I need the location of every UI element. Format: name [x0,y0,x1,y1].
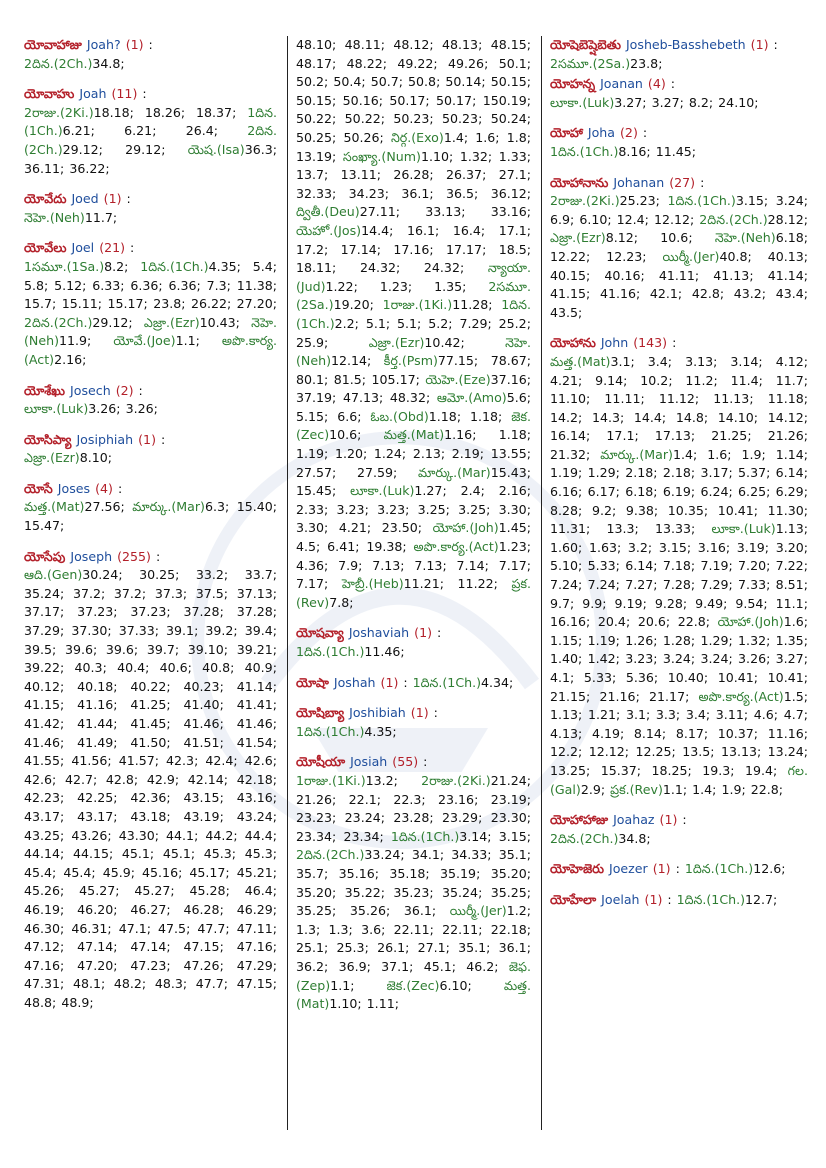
entry-telugu-name: యోహేలా [550,891,597,907]
entry-references: ఎజ్రా.(Ezr)8.10; [24,450,112,466]
entry-heading: యోషవ్యా Joshaviah (1) : [296,625,442,641]
concordance-entry [24,382,277,419]
entry-references: 48.10; 48.11; 48.12; 48.13; 48.15; 48.17; 48.22; 49.22; 49.26; 50.1; 50.2; 50.4; 50.7; 50.8; 50.14; 50.15; 50.15; 50.16; 50.17; 50.17; 150.19; 50.22; 50.22; 50.23; 50.23; 50.24; 50.25; 50.26; నిర్గ.(Exo)1.4; 1.6; 1.8; 13.19; సంఖ్యా.(Num)1.10; 1.32; 1.33; 13.7; 13.11; 26.28; 26.37; 27.1; 32.33; 34.23; 36.1; 36.5; 36.12; ద్వితీ.(Deu)27.11; 33.13; 33.16; యెహో.(Jos)14.4; 16.1; 16.4; 17.1; 17.2; 17.14; 17.16; 17.17; 18.5; 18.11; 24.32; 24.32; న్యాయా.(Jud)1.22; 1.23; 1.35; 2సమూ.(2Sa.)19.20; 1రాజు.(1Ki.)11.28; 1దిన.(1Ch.)2.2; 5.1; 5.1; 5.2; 7.29; 25.2; 25.9; ఎజ్రా.(Ezr)10.42; నెహె.(Neh)12.14; కీర్త.(Psm)77.15; 78.67; 80.1; 81.5; 105.17; యెహె.(Eze)37.16; 37.19; 47.13; 48.32; ఆమో.(Amo)5.6; 5.15; 6.6; ఓబ.(Obd)1.18; 1.18; జెక.(Zec)10.6; మత్త.(Mat)1.16; 1.18; 1.19; 1.20; 1.24; 2.13; 2.19; 13.55; 27.57; 27.59; మార్కు.(Mar)15.43; 15.45; లూకా.(Luk)1.27; 2.4; 2.16; 2.33; 3.23; 3.23; 3.25; 3.25; 3.30; 3.30; 4.21; 23.50; యోహా.(Joh)1.45; 4.5; 6.41; 19.38; అపొ.కార్య.(Act)1.23; 4.36; 7.9; 7.13; 7.13; 7.14; 7.17; 7.17; హెబ్రీ.(Heb)11.21; 11.22; ప్రక.(Rev)7.8; [296,37,532,610]
entry-english-name: Josiphiah [76,431,134,447]
entry-heading: యోషీయా Josiah (55) : [296,754,428,770]
entry-count: (2) [115,382,134,398]
entry-references: 1దిన.(1Ch.)8.16; 11.45; [550,143,696,159]
entry-count: (1) [652,861,671,877]
entry-telugu-name: యోవాహు [24,86,75,102]
entry-references: 1దిన.(1Ch.)12.6; [684,861,786,877]
entry-references: 1రాజు.(1Ki.)13.2; 2రాజు.(2Ki.)21.24; 21.26; 22.1; 22.3; 23.16; 23.19; 23.23; 23.24; 23.28; 23.29; 23.30; 23.34; 23.34; 1దిన.(1Ch.)3.14; 3.15; 2దిన.(2Ch.)33.24; 34.1; 34.33; 35.1; 35.7; 35.16; 35.18; 35.19; 35.20; 35.20; 35.22; 35.23; 35.24; 35.25; 35.25; 35.26; 36.1; యిర్మీ.(Jer)1.2; 1.3; 1.3; 3.6; 22.11; 22.11; 22.18; 25.1; 25.3; 26.1; 27.1; 35.1; 36.1; 36.2; 36.9; 37.1; 45.1; 46.2; జెఫ.(Zep)1.1; జెక.(Zec)6.10; మత్త.(Mat)1.10; 1.11; [296,772,531,1012]
entry-english-name: John [600,335,629,351]
entry-heading: యోహన్న Joanan (4) : [550,76,676,92]
entry-references: 1దిన.(1Ch.)12.7; [676,891,778,907]
entry-references: 2దిన.(2Ch.)34.8; [24,55,125,71]
entry-english-name: Joel [71,240,95,256]
concordance-entry [24,480,277,536]
entry-count: (2) [620,125,638,141]
entry-count: (1) [125,37,144,52]
entry-references: 2దిన.(2Ch.)34.8; [550,830,651,846]
concordance-entry [550,174,808,323]
entry-count: (1) [138,431,156,447]
entry-telugu-name: యోవేలు [24,240,67,256]
entry-heading: యోహానాను Johanan (27) : [550,174,705,190]
entry-references: 2రాజు.(2Ki.)25.23; 1దిన.(1Ch.)3.15; 3.24; 6.9; 6.10; 12.4; 12.12; 2దిన.(2Ch.)28.12; ఎజ్రా.(Ezr)8.12; 10.6; నెహె.(Neh)6.18; 12.22; 12.23; యిర్మీ.(Jer)40.8; 40.13; 40.15; 40.16; 41.11; 41.13; 41.14; 41.15; 41.16; 42.1; 42.8; 43.2; 43.4; 43.5; [550,193,808,320]
entry-telugu-name: యోషవ్యా [296,625,344,641]
entry-references: 1సమూ.(1Sa.)8.2; 1దిన.(1Ch.)4.35; 5.4; 5.8; 5.12; 6.33; 6.36; 6.36; 7.3; 11.38; 15.7; 15.11; 15.17; 23.8; 26.22; 27.20; 2దిన.(2Ch.)29.12; ఎజ్రా.(Ezr)10.43; నెహె.(Neh)11.9; యోవే.(Joe)1.1; అపొ.కార్య.(Act)2.16; [24,258,278,367]
concordance-entry [24,548,277,1013]
entry-telugu-name: యోవాహాజు [24,37,82,52]
concordance-entry [296,624,531,661]
entry-count: (4) [95,480,113,496]
entry-english-name: Joha [587,125,615,141]
entry-references: నెహె.(Neh)11.7; [24,209,118,225]
entry-heading: యోహాను John (143) : [550,335,677,351]
entry-english-name: Joed [71,191,99,207]
entry-english-name: Joses [57,480,91,496]
concordance-entry [24,190,277,227]
entry-references: 1దిన.(1Ch.)4.34; [412,674,514,690]
entry-telugu-name: యోహాను [550,335,596,351]
entry-references: మత్త.(Mat)27.56; మార్కు.(Mar)6.3; 15.40; 15.47; [24,499,277,534]
entry-count: (1) [410,705,429,721]
concordance-entry [296,674,531,693]
entry-heading: యోషిబ్యా Joshibiah (1) : [296,705,438,721]
entry-english-name: Joshibiah [349,705,406,721]
concordance-entry [550,124,808,161]
entry-heading: యోసే Joses (4) : [24,480,123,496]
entry-telugu-name: యోహా [550,125,583,141]
entry-telugu-name: యోహానాను [550,174,609,190]
concordance-entry [550,860,808,879]
concordance-entry [296,36,531,612]
entry-english-name: Josech [70,382,111,398]
entry-count: (11) [111,86,138,102]
entry-telugu-name: యోహన్న [550,76,596,92]
entry-heading: యోషెబెష్షెబెతు Josheb-Basshebeth (1) : [550,37,778,52]
entry-telugu-name: యోహాహాజు [550,812,609,828]
entry-heading: యోహాహాజు Joahaz (1) : [550,812,687,828]
column-2 [296,36,531,1026]
concordance-entry [24,239,277,369]
entry-count: (255) [117,548,151,564]
entry-count: (21) [99,240,126,256]
entry-heading: యోసిప్యా Josiphiah (1) : [24,431,166,447]
entry-english-name: Joshaviah [348,625,410,641]
entry-english-name: Josheb-Basshebeth [625,37,746,52]
concordance-entry [24,85,277,178]
entry-references: 1దిన.(1Ch.)4.35; [296,723,397,739]
column-divider [541,36,542,1130]
entry-telugu-name: యోషా [296,674,329,690]
entry-count: (1) [644,891,663,907]
entry-heading: యోహా Joha (2) : [550,125,648,141]
entry-references: లూకా.(Luk)3.26; 3.26; [24,401,158,417]
entry-heading: యోశేఖు Josech (2) : [24,382,143,398]
entry-english-name: Joahaz [613,812,655,828]
entry-telugu-name: యోహెజెరు [550,861,604,877]
concordance-entry [550,36,808,73]
entry-count: (143) [633,335,668,351]
column-1 [24,36,277,1025]
column-3 [550,36,808,922]
concordance-entry [550,891,808,910]
entry-heading: యోహెజెరు Joezer (1) : [550,861,685,877]
entry-english-name: Joah? [86,37,121,52]
concordance-entry [296,753,531,1013]
entry-count: (55) [392,754,419,770]
entry-count: (1) [380,674,399,690]
entry-telugu-name: యోవేదు [24,191,67,207]
entry-telugu-name: యోసే [24,480,53,496]
entry-english-name: Joelah [601,891,640,907]
concordance-entry [550,334,808,799]
entry-count: (4) [647,76,666,92]
entry-references: 2రాజు.(2Ki.)18.18; 18.26; 18.37; 1దిన.(1Ch.)6.21; 6.21; 26.4; 2దిన.(2Ch.)29.12; 29.12; యెష.(Isa)36.3; 36.11; 36.22; [24,104,277,176]
entry-references: 2సమూ.(2Sa.)23.8; [550,55,663,71]
entry-telugu-name: యోషీయా [296,754,346,770]
column-divider [287,36,288,1130]
entry-count: (1) [414,625,433,641]
entry-english-name: Joezer [609,861,648,877]
entry-english-name: Joanan [600,76,643,92]
entry-count: (1) [103,191,122,207]
concordance-entry [24,431,277,468]
entry-english-name: Josiah [350,754,388,770]
entry-telugu-name: యోషెబెష్షెబెతు [550,37,621,52]
entry-telugu-name: యోసేపు [24,548,66,564]
entry-references: 1దిన.(1Ch.)11.46; [296,644,405,659]
entry-references: లూకా.(Luk)3.27; 3.27; 8.2; 24.10; [550,94,759,110]
entry-count: (1) [659,812,678,828]
entry-heading: యోవేలు Joel (21) : [24,240,135,256]
entry-heading: యోసేపు Joseph (255) : [24,548,161,564]
entry-telugu-name: యోశేఖు [24,382,66,398]
entry-heading: యోషా Joshah (1) : [296,674,413,690]
entry-count: (27) [669,174,696,190]
entry-references: మత్త.(Mat)3.1; 3.4; 3.13; 3.14; 4.12; 4.21; 9.14; 10.2; 11.2; 11.4; 11.7; 11.10; 11.11; 11.12; 11.13; 11.18; 14.2; 14.3; 14.4; 14.8; 14.10; 14.12; 16.14; 17.1; 17.13; 21.25; 21.26; 21.32; మార్కు.(Mar)1.4; 1.6; 1.9; 1.14; 1.19; 1.29; 2.18; 2.18; 3.17; 5.37; 6.14; 6.16; 6.17; 6.18; 6.19; 6.24; 6.25; 6.29; 8.28; 9.2; 9.38; 10.35; 10.41; 11.30; 11.31; 13.3; 13.33; లూకా.(Luk)1.13; 1.60; 1.63; 3.2; 3.15; 3.16; 3.19; 3.20; 5.10; 5.33; 6.14; 7.18; 7.19; 7.20; 7.22; 7.24; 7.24; 7.27; 7.28; 7.29; 7.33; 8.51; 9.7; 9.9; 9.19; 9.28; 9.49; 9.54; 11.1; 16.16; 20.4; 20.6; 22.8; యోహా.(Joh)1.6; 1.15; 1.19; 1.26; 1.28; 1.29; 1.32; 1.35; 1.40; 1.42; 3.23; 3.24; 3.24; 3.26; 3.27; 4.1; 5.33; 5.36; 10.40; 10.41; 10.41; 21.15; 21.16; 21.17; అపొ.కార్య.(Act)1.5; 1.13; 1.21; 3.1; 3.3; 3.4; 3.11; 4.6; 4.7; 4.13; 4.19; 8.14; 8.17; 10.37; 11.16; 12.2; 12.12; 12.25; 13.5; 13.13; 13.24; 13.25; 15.37; 18.25; 19.3; 19.4; గల.(Gal)2.9; ప్రక.(Rev)1.1; 1.4; 1.9; 22.8; [550,353,808,797]
concordance-entry [296,704,531,741]
entry-heading: యోహేలా Joelah (1) : [550,891,677,907]
entry-english-name: Joah [79,86,107,102]
entry-english-name: Joshah [333,674,376,690]
entry-heading: యోవాహాజు Joah? (1) : [24,37,153,52]
entry-telugu-name: యోషిబ్యా [296,705,345,721]
concordance-entry [550,75,808,112]
concordance-entry [24,36,277,73]
entry-telugu-name: యోసిప్యా [24,431,72,447]
entry-count: (1) [750,37,769,52]
entry-heading: యోవేదు Joed (1) : [24,191,131,207]
entry-english-name: Johanan [613,174,665,190]
concordance-entry [550,811,808,848]
entry-heading: యోవాహు Joah (11) : [24,86,147,102]
entry-references: ఆది.(Gen)30.24; 30.25; 33.2; 33.7; 35.24; 37.2; 37.2; 37.3; 37.5; 37.13; 37.17; 37.23; 37.23; 37.28; 37.28; 37.29; 37.30; 37.33; 39.1; 39.2; 39.4; 39.5; 39.6; 39.6; 39.7; 39.10; 39.21; 39.22; 40.3; 40.4; 40.6; 40.8; 40.9; 40.12; 40.18; 40.22; 40.23; 41.14; 41.15; 41.16; 41.25; 41.40; 41.41; 41.42; 41.44; 41.45; 41.46; 41.46; 41.46; 41.49; 41.50; 41.51; 41.54; 41.55; 41.56; 41.57; 42.3; 42.4; 42.6; 42.6; 42.7; 42.8; 42.9; 42.14; 42.18; 42.23; 42.25; 42.36; 43.15; 43.16; 43.17; 43.17; 43.18; 43.19; 43.24; 43.25; 43.26; 43.30; 44.1; 44.2; 44.4; 44.14; 44.15; 45.1; 45.1; 45.3; 45.3; 45.4; 45.4; 45.9; 45.16; 45.17; 45.21; 45.26; 45.27; 45.27; 45.28; 46.4; 46.19; 46.20; 46.27; 46.28; 46.29; 46.30; 46.31; 47.1; 47.5; 47.7; 47.11; 47.12; 47.14; 47.14; 47.15; 47.16; 47.16; 47.20; 47.23; 47.26; 47.29; 47.31; 48.1; 48.2; 48.3; 47.7; 47.15; 48.8; 48.9; [24,567,278,1010]
entry-english-name: Joseph [70,548,113,564]
